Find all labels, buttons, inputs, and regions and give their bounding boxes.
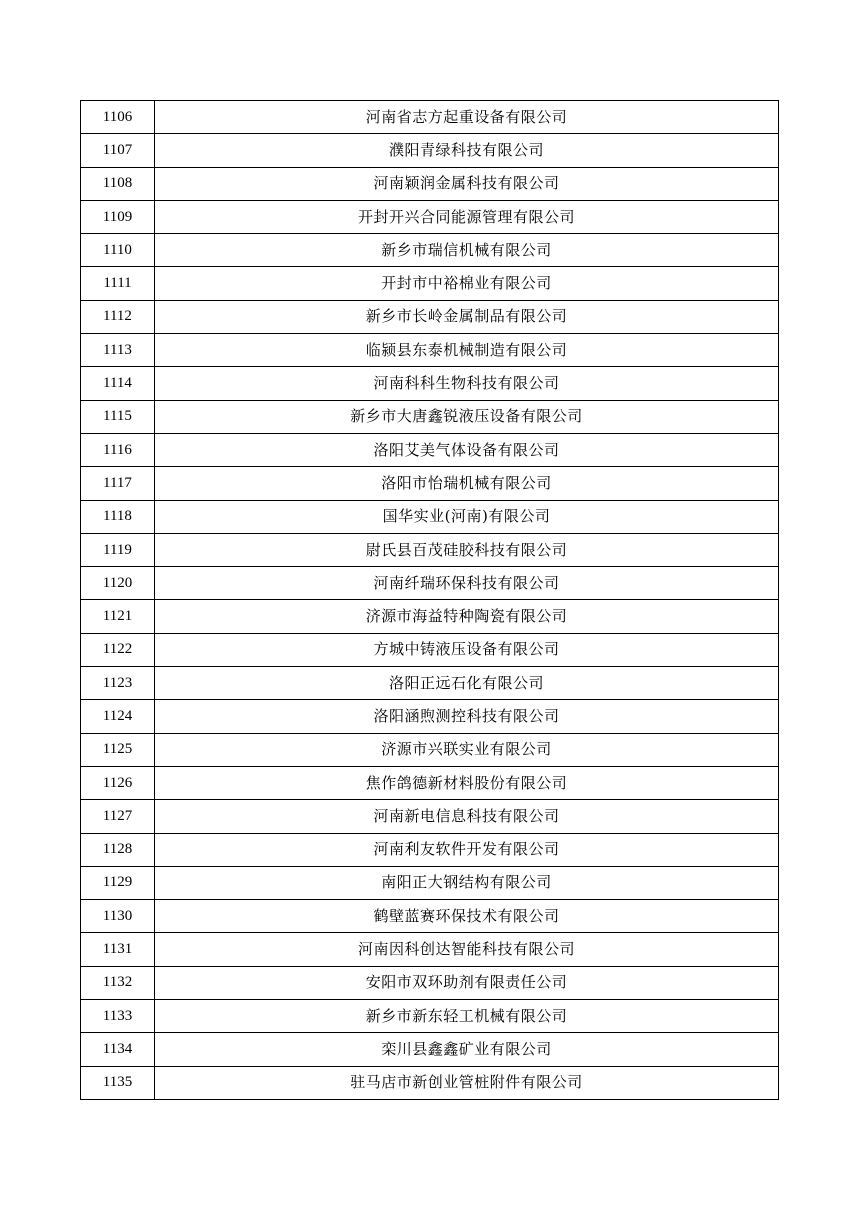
- row-number-cell: 1107: [81, 134, 155, 167]
- table-row: [81, 966, 779, 999]
- row-number-cell: 1129: [81, 866, 155, 899]
- row-number-cell: 1123: [81, 667, 155, 700]
- table-row: [81, 433, 779, 466]
- row-number-cell: 1114: [81, 367, 155, 400]
- table-row: [81, 766, 779, 799]
- company-name-cell: 开封市中裕棉业有限公司: [155, 267, 779, 300]
- row-number-cell: 1117: [81, 467, 155, 500]
- table-row: [81, 134, 779, 167]
- table-row: [81, 933, 779, 966]
- company-name-cell: 河南新电信息科技有限公司: [155, 800, 779, 833]
- company-name-cell: 新乡市新东轻工机械有限公司: [155, 1000, 779, 1033]
- table-row: [81, 866, 779, 899]
- table-row: [81, 1066, 779, 1099]
- company-name-cell: 驻马店市新创业管桩附件有限公司: [155, 1066, 779, 1099]
- table-row: [81, 101, 779, 134]
- row-number-cell: 1119: [81, 533, 155, 566]
- company-name-cell: 济源市兴联实业有限公司: [155, 733, 779, 766]
- table-row: [81, 633, 779, 666]
- table-row: [81, 667, 779, 700]
- company-name-cell: 河南颖润金属科技有限公司: [155, 167, 779, 200]
- company-name-cell: 河南利友软件开发有限公司: [155, 833, 779, 866]
- company-name-cell: 洛阳市怡瑞机械有限公司: [155, 467, 779, 500]
- company-name-cell: 方城中铸液压设备有限公司: [155, 633, 779, 666]
- table-row: [81, 267, 779, 300]
- company-name-cell: 新乡市长岭金属制品有限公司: [155, 300, 779, 333]
- row-number-cell: 1120: [81, 567, 155, 600]
- row-number-cell: 1134: [81, 1033, 155, 1066]
- row-number-cell: 1106: [81, 101, 155, 134]
- table-row: [81, 500, 779, 533]
- row-number-cell: 1131: [81, 933, 155, 966]
- row-number-cell: 1109: [81, 200, 155, 233]
- table-row: [81, 400, 779, 433]
- company-name-cell: 河南省志方起重设备有限公司: [155, 101, 779, 134]
- row-number-cell: 1126: [81, 766, 155, 799]
- table-row: [81, 700, 779, 733]
- company-name-cell: 尉氏县百茂硅胶科技有限公司: [155, 533, 779, 566]
- company-name-cell: 洛阳正远石化有限公司: [155, 667, 779, 700]
- company-name-cell: 新乡市大唐鑫锐液压设备有限公司: [155, 400, 779, 433]
- company-name-cell: 开封开兴合同能源管理有限公司: [155, 200, 779, 233]
- table-row: [81, 234, 779, 267]
- table-row: [81, 833, 779, 866]
- table-row: [81, 467, 779, 500]
- row-number-cell: 1128: [81, 833, 155, 866]
- table-row: [81, 367, 779, 400]
- row-number-cell: 1125: [81, 733, 155, 766]
- table-row: [81, 800, 779, 833]
- company-name-cell: 济源市海益特种陶瓷有限公司: [155, 600, 779, 633]
- table-row: [81, 167, 779, 200]
- company-name-cell: 河南因科创达智能科技有限公司: [155, 933, 779, 966]
- company-name-cell: 临颍县东泰机械制造有限公司: [155, 334, 779, 367]
- row-number-cell: 1127: [81, 800, 155, 833]
- row-number-cell: 1118: [81, 500, 155, 533]
- table-row: [81, 600, 779, 633]
- row-number-cell: 1108: [81, 167, 155, 200]
- company-list-table: [80, 100, 779, 1100]
- company-name-cell: 洛阳艾美气体设备有限公司: [155, 433, 779, 466]
- company-name-cell: 河南纤瑞环保科技有限公司: [155, 567, 779, 600]
- row-number-cell: 1113: [81, 334, 155, 367]
- company-name-cell: 焦作鸽德新材料股份有限公司: [155, 766, 779, 799]
- table-row: [81, 900, 779, 933]
- table-body: [81, 101, 779, 1100]
- company-name-cell: 安阳市双环助剂有限责任公司: [155, 966, 779, 999]
- row-number-cell: 1122: [81, 633, 155, 666]
- row-number-cell: 1115: [81, 400, 155, 433]
- row-number-cell: 1121: [81, 600, 155, 633]
- row-number-cell: 1130: [81, 900, 155, 933]
- company-name-cell: 洛阳涵煦测控科技有限公司: [155, 700, 779, 733]
- row-number-cell: 1110: [81, 234, 155, 267]
- row-number-cell: 1112: [81, 300, 155, 333]
- row-number-cell: 1124: [81, 700, 155, 733]
- company-name-cell: 河南科科生物科技有限公司: [155, 367, 779, 400]
- company-name-cell: 南阳正大钢结构有限公司: [155, 866, 779, 899]
- company-name-cell: 濮阳青绿科技有限公司: [155, 134, 779, 167]
- row-number-cell: 1111: [81, 267, 155, 300]
- table-row: [81, 334, 779, 367]
- row-number-cell: 1133: [81, 1000, 155, 1033]
- table-row: [81, 300, 779, 333]
- row-number-cell: 1132: [81, 966, 155, 999]
- table-row: [81, 1033, 779, 1066]
- table-row: [81, 567, 779, 600]
- company-name-cell: 新乡市瑞信机械有限公司: [155, 234, 779, 267]
- company-name-cell: 鹤壁蓝赛环保技术有限公司: [155, 900, 779, 933]
- table-row: [81, 1000, 779, 1033]
- row-number-cell: 1135: [81, 1066, 155, 1099]
- table-row: [81, 733, 779, 766]
- table-row: [81, 533, 779, 566]
- company-name-cell: 栾川县鑫鑫矿业有限公司: [155, 1033, 779, 1066]
- company-name-cell: 国华实业(河南)有限公司: [155, 500, 779, 533]
- row-number-cell: 1116: [81, 433, 155, 466]
- table-row: [81, 200, 779, 233]
